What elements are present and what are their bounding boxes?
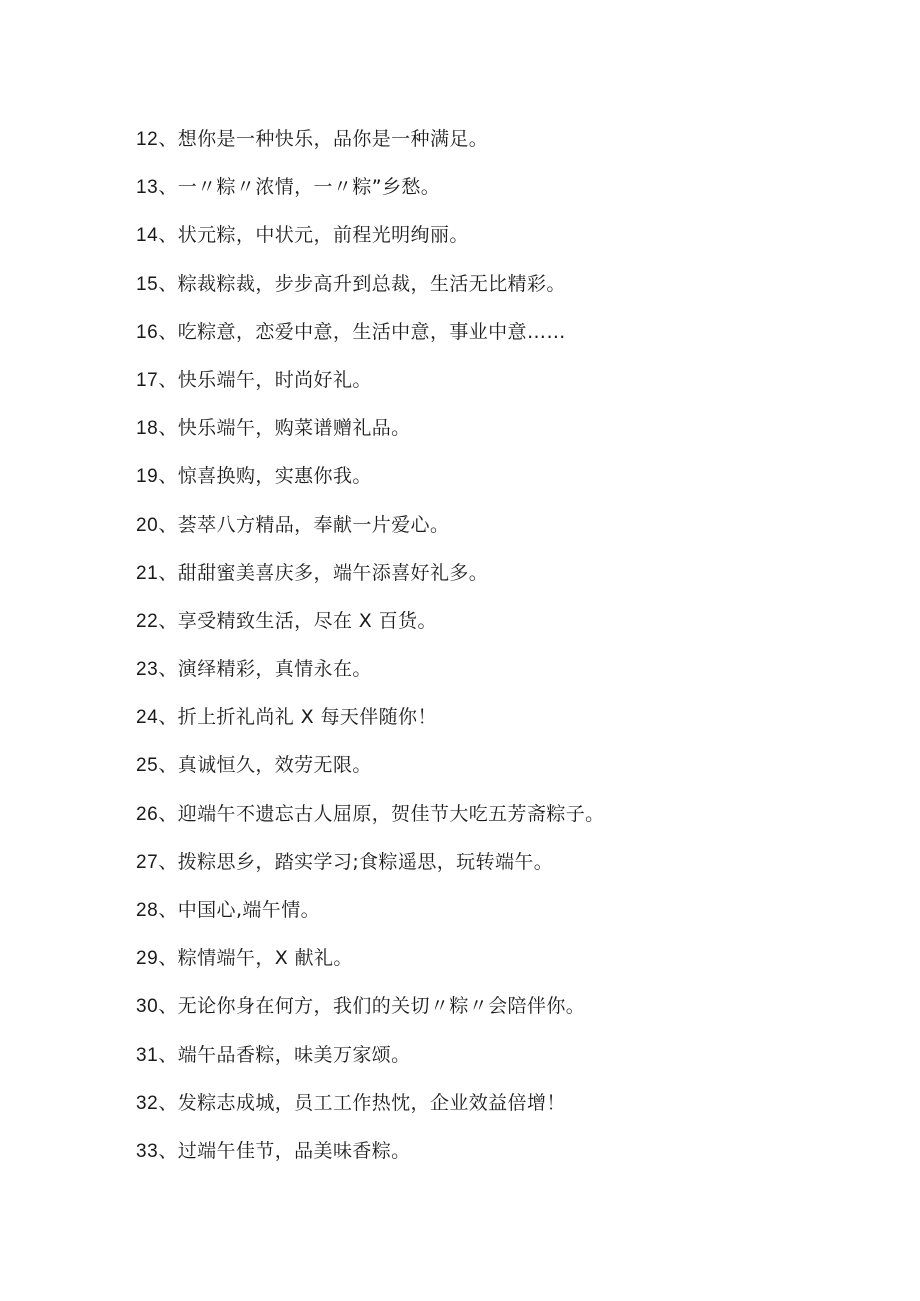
- item-number: 28: [136, 900, 159, 921]
- item-text: 甜甜蜜美喜庆多，端午添喜好礼多。: [177, 561, 489, 584]
- item-text: 一〃粽〃浓情，一〃粽”乡愁。: [177, 176, 441, 199]
- item-number: 29: [136, 948, 159, 970]
- item-text: 无论你身在何方，我们的关切〃粽〃会陪伴你。: [177, 995, 586, 1018]
- item-number: 31: [136, 1044, 159, 1066]
- item-number: 17: [136, 369, 159, 391]
- item-text: 过端午佳节，品美味香粽。: [177, 1139, 411, 1162]
- item-number: 18: [136, 418, 159, 440]
- list-item: [136, 943, 856, 991]
- item-number: 19: [136, 466, 159, 488]
- list-item: [136, 606, 856, 654]
- list-item: [136, 124, 856, 172]
- list-item: [136, 799, 856, 847]
- item-text: 迎端午不遗忘古人屈原，贺佳节大吃五芳斋粽子。: [177, 802, 605, 825]
- list-item: [136, 220, 856, 268]
- item-separator: 、: [158, 995, 178, 1018]
- item-text: 粽裁粽裁，步步高升到总裁，生活无比精彩。: [177, 272, 566, 295]
- list-item: [136, 558, 856, 606]
- list-item: [136, 1136, 856, 1184]
- list-item: [136, 991, 856, 1039]
- item-separator: 、: [158, 1091, 178, 1114]
- item-separator: 、: [158, 947, 178, 970]
- list-item: [136, 750, 856, 798]
- item-separator: 、: [158, 320, 178, 343]
- item-text: 状元粽，中状元，前程光明绚丽。: [177, 224, 469, 247]
- list-item: [136, 510, 856, 558]
- item-number: 23: [136, 659, 159, 681]
- item-text: 真诚恒久，效劳无限。: [177, 754, 372, 777]
- item-separator: 、: [158, 176, 178, 199]
- list-item: [136, 413, 856, 461]
- item-number: 32: [136, 1092, 159, 1114]
- item-separator: 、: [158, 899, 178, 921]
- item-text: 快乐端午，购菜谱赠礼品。: [177, 417, 411, 440]
- item-number: 22: [136, 610, 159, 632]
- item-separator: 、: [158, 368, 178, 391]
- item-text: 享受精致生活，尽在 X 百货。: [177, 609, 437, 632]
- item-text: 中国心,端午情。: [177, 899, 320, 921]
- item-separator: 、: [158, 224, 178, 247]
- item-text: 惊喜换购，实惠你我。: [177, 465, 372, 488]
- item-separator: 、: [158, 609, 178, 632]
- item-separator: 、: [158, 1043, 178, 1066]
- list-item: [136, 365, 856, 413]
- item-number: 21: [136, 562, 159, 584]
- item-number: 20: [136, 514, 159, 536]
- item-number: 30: [136, 996, 159, 1018]
- item-separator: 、: [158, 272, 178, 295]
- item-separator: 、: [158, 417, 178, 440]
- item-number: 16: [136, 321, 159, 343]
- item-number: 27: [136, 851, 159, 873]
- item-number: 25: [136, 755, 159, 777]
- item-text: 想你是一种快乐，品你是一种满足。: [177, 128, 489, 150]
- item-text: 荟萃八方精品，奉献一片爱心。: [177, 513, 450, 536]
- item-number: 12: [136, 129, 159, 150]
- item-separator: 、: [158, 754, 178, 777]
- list-item: [136, 847, 856, 895]
- item-separator: 、: [158, 802, 178, 825]
- item-separator: 、: [158, 658, 178, 681]
- item-number: 26: [136, 803, 159, 825]
- item-separator: 、: [158, 128, 178, 150]
- item-text: 粽情端午，X 献礼。: [177, 947, 353, 970]
- item-number: 24: [136, 707, 159, 729]
- item-number: 33: [136, 1140, 159, 1162]
- item-separator: 、: [158, 1139, 178, 1162]
- list-item: [136, 461, 856, 509]
- list-item: [136, 269, 856, 317]
- item-separator: 、: [158, 465, 178, 488]
- item-number: 15: [136, 273, 159, 295]
- item-text: 吃粽意，恋爱中意，生活中意，事业中意……: [177, 320, 566, 343]
- item-number: 13: [136, 177, 159, 199]
- item-separator: 、: [158, 706, 178, 729]
- item-text: 演绎精彩，真情永在。: [177, 658, 372, 681]
- list-item: [136, 654, 856, 702]
- item-text: 折上折礼尚礼 X 每天伴随你！: [177, 706, 437, 729]
- item-separator: 、: [158, 513, 178, 536]
- item-text: 端午品香粽，味美万家颂。: [177, 1043, 411, 1066]
- list-item: [136, 702, 856, 750]
- item-separator: 、: [158, 561, 178, 584]
- list-item: [136, 1040, 856, 1088]
- list-item: [136, 895, 856, 943]
- item-number: 14: [136, 225, 159, 247]
- item-text: 拨粽思乡，踏实学习;食粽遥思，玩转端午。: [177, 850, 554, 873]
- list-item: [136, 1088, 856, 1136]
- list-item: [136, 172, 856, 220]
- item-text: 发粽志成城，员工工作热忱，企业效益倍增！: [177, 1091, 566, 1114]
- item-separator: 、: [158, 850, 178, 873]
- item-text: 快乐端午，时尚好礼。: [177, 368, 372, 391]
- list-item: [136, 317, 856, 365]
- slogan-list: [136, 124, 856, 1184]
